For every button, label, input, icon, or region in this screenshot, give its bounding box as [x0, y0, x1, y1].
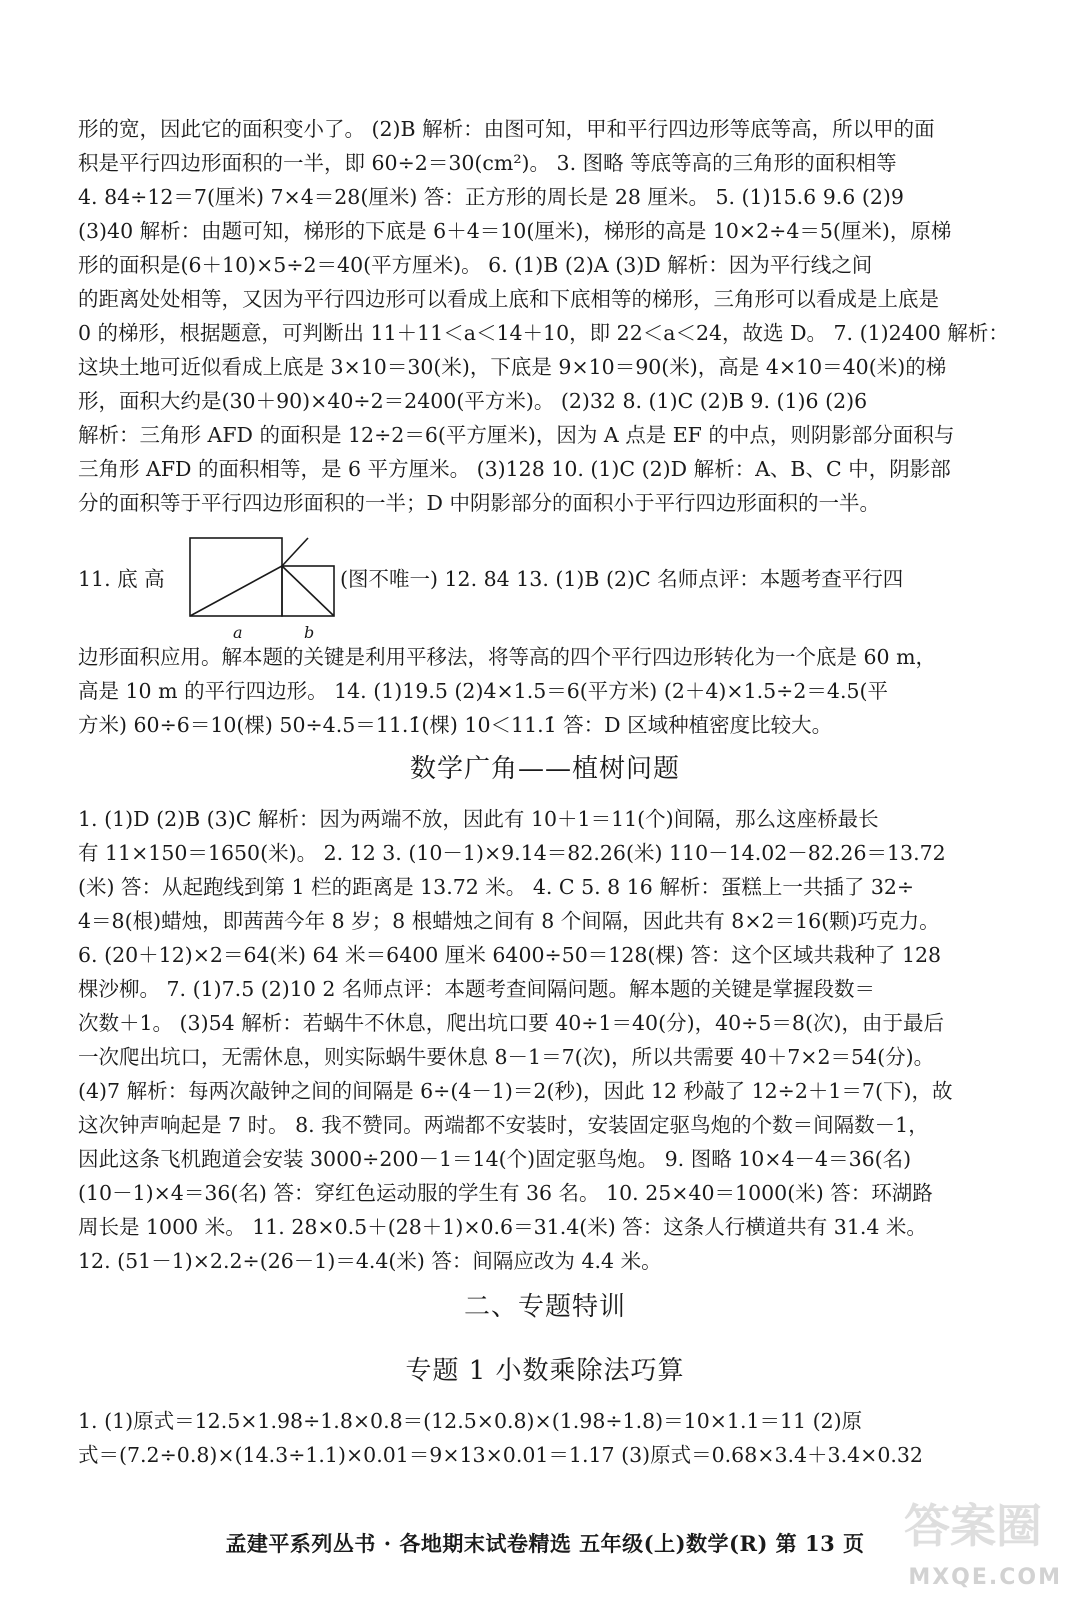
text-line: 分的面积等于平行四边形面积的一半；D 中阴影部分的面积小于平行四边形面积的一半。 — [78, 491, 880, 515]
text-line: 这块土地可近似看成上底是 3×10＝30(米)，下底是 9×10＝90(米)，高是 4×10＝40(米)的梯 — [78, 355, 947, 379]
text-line: 12. (51－1)×2.2÷(26－1)＝4.4(米) 答：间隔应改为 4.4 米。 — [78, 1249, 662, 1273]
watermark-logo: 答案圈 — [904, 1499, 1042, 1553]
text-line: 形的面积是(6＋10)×5÷2＝40(平方厘米)。 6. (1)B (2)A (3)D 解析：因为平行线之间 — [78, 253, 873, 277]
text-line: 1. (1)原式＝12.5×1.98÷1.8×0.8＝(12.5×0.8)×(1.98÷1.8)＝10×1.1＝11 (2)原 — [78, 1409, 863, 1433]
text-line: 形，面积大约是(30＋90)×40÷2＝2400(平方米)。 (2)32 8. (1)C (2)B 9. (1)6 (2)6 — [78, 389, 868, 413]
text-line: 4＝8(根)蜡烛，即茜茜今年 8 岁；8 根蜡烛之间有 8 个间隔，因此共有 8×2＝16(颗)巧克力。 — [78, 909, 940, 933]
text-line: 方米) 60÷6＝10(棵) 50÷4.5＝11.1̇(棵) 10＜11.1̇ 答：D 区域种植密度比较大。 — [78, 713, 833, 737]
text-line: 有 11×150＝1650(米)。 2. 12 3. (10－1)×9.14＝82.26(米) 110－14.02－82.26＝13.72 — [78, 841, 946, 865]
text-line: (4)7 解析：每两次敲钟之间的间隔是 6÷(4－1)＝2(秒)，因此 12 秒敲了 12÷2＋1＝7(下)，故 — [78, 1079, 953, 1103]
watermark-text: MXQE.COM — [908, 1565, 1062, 1590]
text-line: 1. (1)D (2)B (3)C 解析：因为两端不放，因此有 10＋1＝11(个)间隔，那么这座桥最长 — [78, 807, 879, 831]
text-line: 解析：三角形 AFD 的面积是 12÷2＝6(平方厘米)，因为 A 点是 EF 的中点，则阴影部分面积与 — [78, 423, 955, 447]
text-line: (米) 答：从起跑线到第 1 栏的距离是 13.72 米。 4. C 5. 8 16 解析：蛋糕上一共插了 32÷ — [78, 875, 915, 899]
figure-square — [190, 538, 282, 616]
question-11-figure-row — [78, 536, 1038, 646]
text-line: 边形面积应用。解本题的关键是利用平移法，将等高的四个平行四边形转化为一个底是 60 m， — [78, 645, 937, 669]
text-line: 6. (20＋12)×2＝64(米) 64 米＝6400 厘米 6400÷50＝128(棵) 答：这个区域共栽种了 128 — [78, 943, 942, 967]
text-line: 0 的梯形，根据题意，可判断出 11＋11＜a＜14＋10，即 22＜a＜24，故选 D。 7. (1)2400 解析： — [78, 321, 1009, 345]
text-line: 式＝(7.2÷0.8)×(14.3÷1.1)×0.01＝9×13×0.01＝1.17 (3)原式＝0.68×3.4＋3.4×0.32 — [78, 1443, 923, 1467]
figure-label-a: a — [233, 623, 243, 642]
text-line: 的距离处处相等，又因为平行四边形可以看成上底和下底相等的梯形，三角形可以看成是上底是 — [78, 287, 939, 311]
question-12-13-text: (图不唯一) 12. 84 13. (1)B (2)C 名师点评：本题考查平行四 — [340, 567, 904, 591]
figure-label-b: b — [304, 623, 315, 642]
text-line: 次数＋1。 (3)54 解析：若蜗牛不休息，爬出坑口要 40÷1＝40(分)，40÷5＝8(次)，由于最后 — [78, 1011, 944, 1035]
figure-diagonal — [190, 566, 282, 616]
text-line: 因此这条飞机跑道会安装 3000÷200－1＝14(个)固定驱鸟炮。 9. 图略 10×4－4＝36(名) — [78, 1147, 912, 1171]
text-line: 棵沙柳。 7. (1)7.5 (2)10 2 名师点评：本题考查间隔问题。解本题的关键是掌握段数＝ — [78, 977, 875, 1001]
watermark — [872, 1490, 1062, 1590]
section-heading: 二、专题特训 — [463, 1292, 626, 1322]
topic-heading: 专题 1 小数乘除法巧算 — [405, 1356, 685, 1386]
text-line: (10－1)×4＝36(名) 答：穿红色运动服的学生有 36 名。 10. 25×40＝1000(米) 答：环湖路 — [78, 1181, 933, 1205]
text-line: 高是 10 m 的平行四边形。 14. (1)19.5 (2)4×1.5＝6(平方米) (2＋4)×1.5÷2＝4.5(平 — [78, 679, 888, 703]
section-heading: 数学广角——植树问题 — [409, 754, 680, 784]
figure-diagonal — [282, 566, 334, 616]
text-line: 三角形 AFD 的面积相等，是 6 平方厘米。 (3)128 10. (1)C (2)D 解析：A、B、C 中，阴影部 — [78, 457, 951, 481]
text-line: 积是平行四边形面积的一半，即 60÷2＝30(cm²)。 3. 图略 等底等高的三角形的面积相等 — [78, 151, 897, 175]
text-line: 4. 84÷12＝7(厘米) 7×4＝28(厘米) 答：正方形的周长是 28 厘米。 5. (1)15.6 9.6 (2)9 — [78, 185, 904, 209]
text-line: 这次钟声响起是 7 时。 8. 我不赞同。两端都不安装时，安装固定驱鸟炮的个数＝间隔数－1， — [78, 1113, 929, 1137]
text-line: 周长是 1000 米。 11. 28×0.5＋(28＋1)×0.6＝31.4(米) 答：这条人行横道共有 31.4 米。 — [78, 1215, 927, 1239]
figure-slant — [282, 538, 308, 566]
question-11-label: 11. 底 高 — [78, 567, 165, 591]
page-footer: 孟建平系列丛书 · 各地期末试卷精选 五年级(上)数学(R) 第 13 页 — [225, 1531, 865, 1556]
text-line: 一次爬出坑口，无需休息，则实际蜗牛要休息 8－1＝7(次)，所以共需要 40＋7×2＝54(分)。 — [78, 1045, 935, 1069]
text-line: (3)40 解析：由题可知，梯形的下底是 6＋4＝10(厘米)，梯形的高是 10×2÷4＝5(厘米)，原梯 — [78, 219, 952, 243]
text-line: 形的宽，因此它的面积变小了。 (2)B 解析：由图可知，甲和平行四边形等底等高，所以甲的面 — [78, 117, 935, 141]
